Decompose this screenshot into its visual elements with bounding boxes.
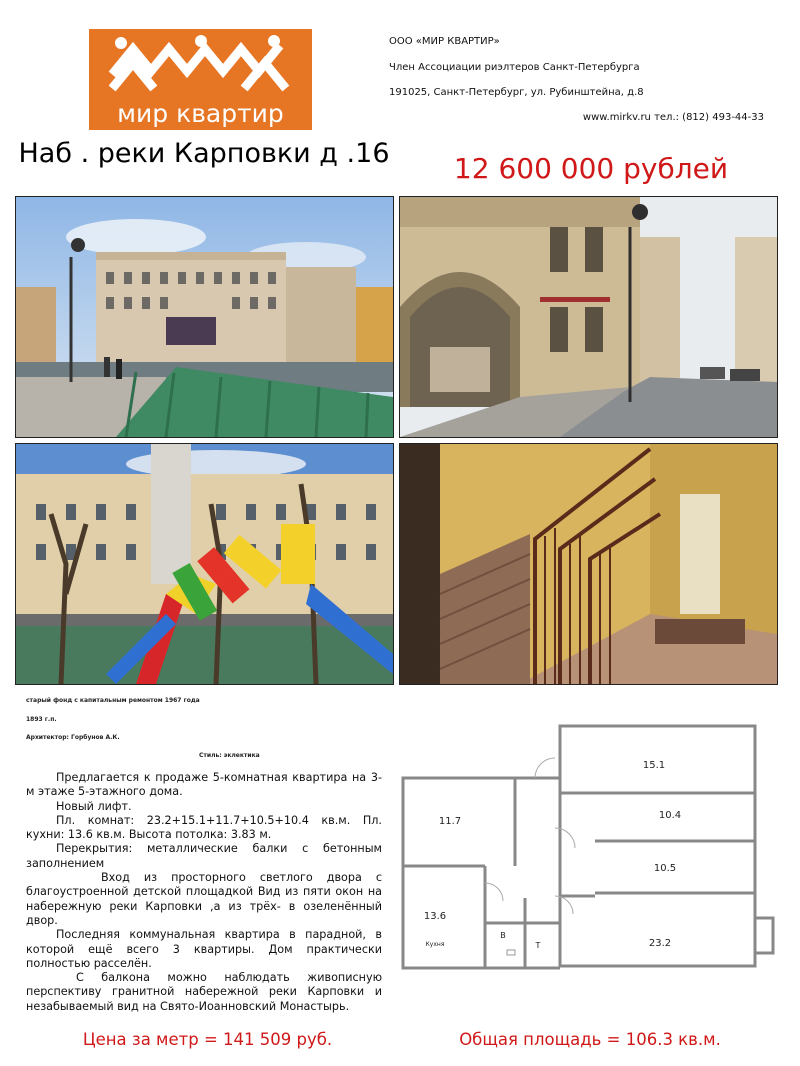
description-paragraph: С балкона можно наблюдать живописную перспективу гранитной набережной реки Карповки и незабываемый вид на Свято-Иоанновский Монастырь. — [26, 971, 382, 1013]
total-area: Общая площадь = 106.3 кв.м. — [459, 1030, 721, 1049]
room-label: 10.5 — [653, 863, 677, 874]
description-paragraph: Новый лифт. — [56, 799, 132, 813]
fact-fund: старый фонд с капитальным ремонтом 1967 года — [26, 697, 200, 704]
room-label: 15.1 — [642, 760, 666, 771]
price-per-meter: Цена за метр = 141 509 руб. — [82, 1030, 333, 1049]
room-label: 10.4 — [658, 810, 682, 821]
company-contact: www.mirkv.ru тел.: (812) 493-44-33 — [582, 112, 764, 123]
company-logo — [89, 29, 312, 130]
photo-staircase — [399, 443, 778, 685]
listing-address: Наб . реки Карповки д .16 — [18, 138, 390, 169]
room-label: 23.2 — [648, 938, 672, 949]
fact-style: Стиль: эклектика — [199, 752, 260, 759]
description-paragraph: Последняя коммунальная квартира в парадной, в которой ещё всего 3 квартиры. Дом практически полностью расселён. — [26, 928, 382, 970]
company-membership: Член Ассоциации риэлтеров Санкт-Петербурга — [389, 62, 640, 73]
fact-year: 1893 г.п. — [26, 716, 57, 723]
photo-building-arch — [399, 196, 778, 438]
listing-price: 12 600 000 рублей — [453, 152, 729, 185]
room-label: 13.6 — [423, 911, 447, 922]
room-label: Т — [535, 941, 541, 950]
description-paragraph: Пл. комнат: 23.2+15.1+11.7+10.5+10.4 кв.м. Пл. кухни: 13.6 кв.м. Высота потолка: 3.83 м. — [26, 813, 382, 842]
logo-text: мир квартир — [117, 99, 284, 128]
company-name: ООО «МИР КВАРТИР» — [389, 36, 500, 47]
photo-embankment — [15, 196, 394, 438]
company-address: 191025, Санкт-Петербург, ул. Рубинштейна, д.8 — [389, 87, 644, 98]
description-paragraph: Вход из просторного светлого двора с благоустроенной детской площадкой Вид из пяти окон на набережную реки Карповки ,а из трёх- в озеленённый двор. — [26, 871, 382, 927]
description-paragraph: Перекрытия: металлические балки с бетонным заполнением — [26, 842, 382, 870]
description-paragraph: Предлагается к продаже 5-комнатная квартира на 3-м этаже 5-этажного дома. — [26, 771, 382, 799]
room-label: 11.7 — [438, 816, 462, 827]
room-label: В — [500, 931, 506, 940]
description — [26, 771, 382, 1014]
floorplan — [395, 718, 785, 973]
room-label: Кухня — [425, 941, 445, 948]
photo-courtyard-playground — [15, 443, 394, 685]
fact-architect: Архитектор: Горбунов А.К. — [26, 734, 120, 741]
